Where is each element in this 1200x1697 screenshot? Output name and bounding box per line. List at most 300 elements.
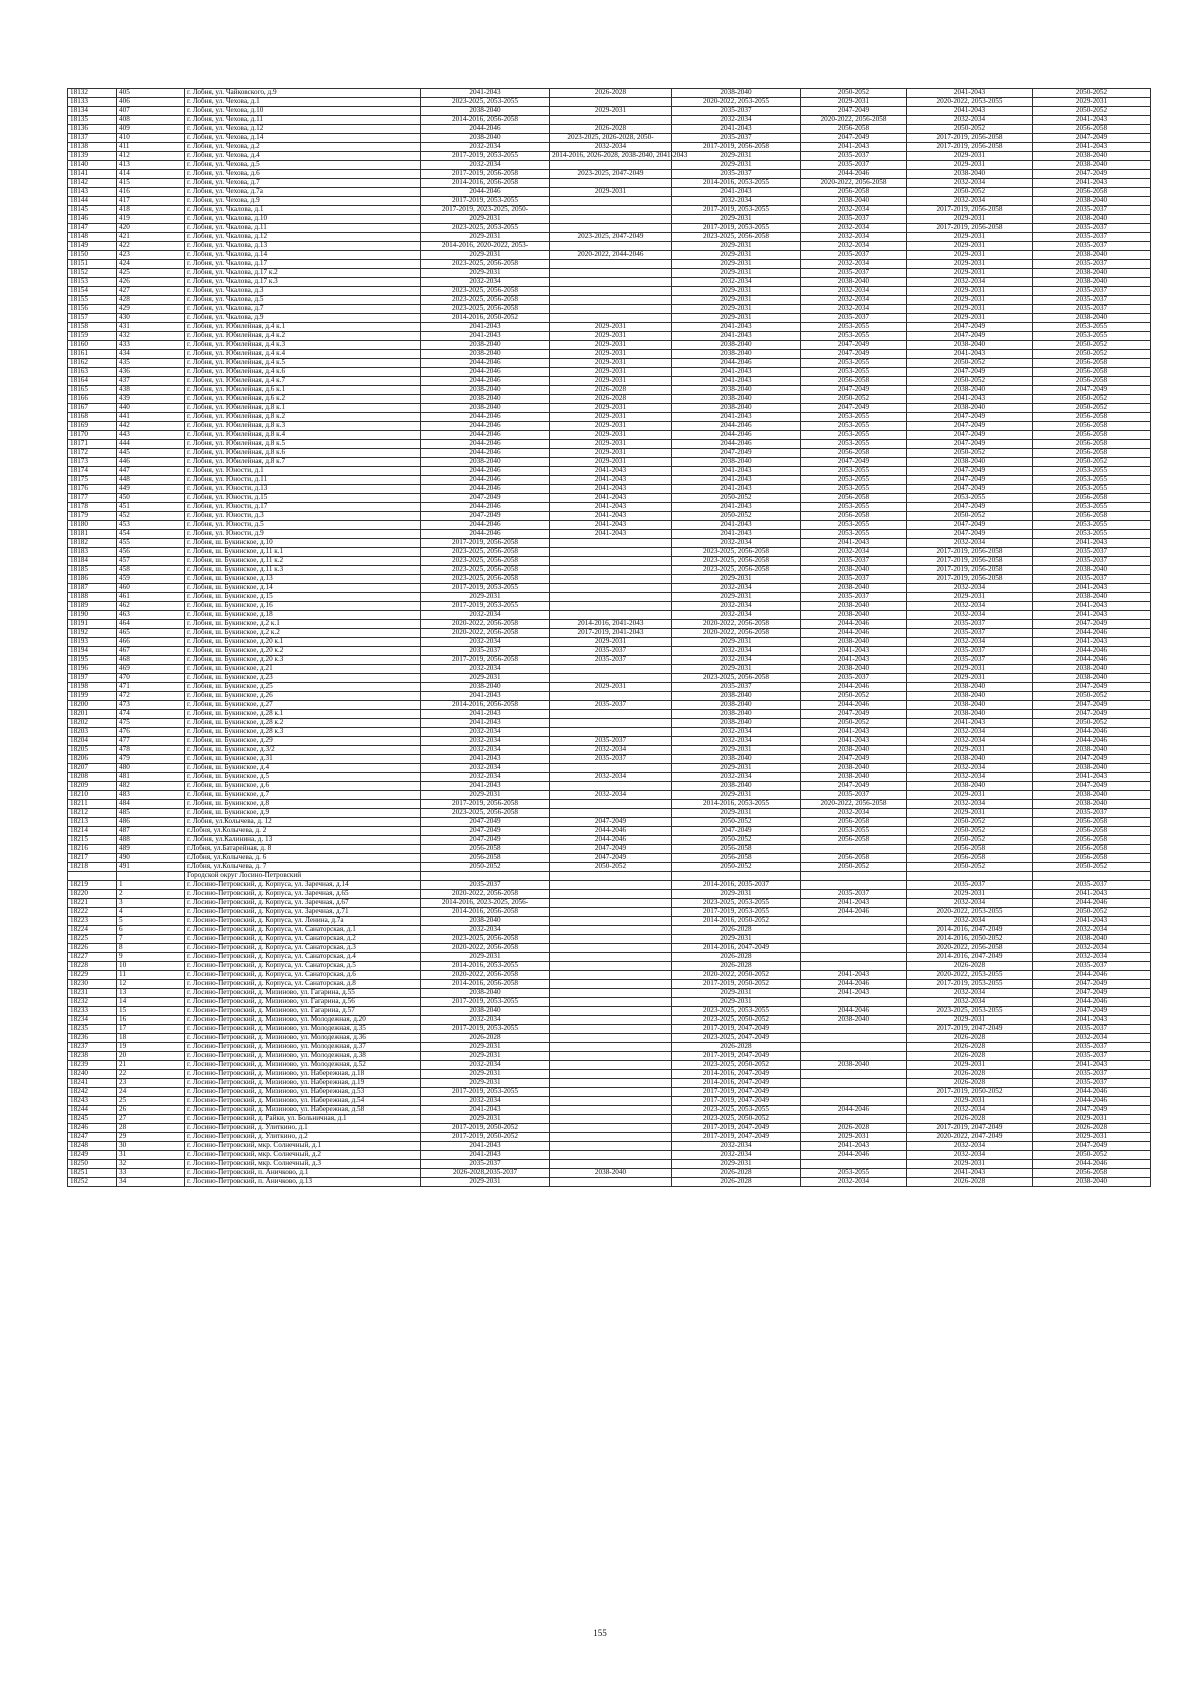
table-cell: 2041-2043 [550,494,672,503]
table-cell: 2029-2031 [1033,98,1151,107]
table-cell: 2014-2016, 2026-2028, 2038-2040, 2041-2043 [550,152,672,161]
table-cell: 2047-2049 [907,431,1033,440]
table-cell [550,1133,672,1142]
table-cell: г. Лобня, ул. Юности, д.3 [185,512,421,521]
table-cell: 2026-2028 [907,1079,1033,1088]
table-cell: 2038-2040 [1033,566,1151,575]
table-cell: 2029-2031 [550,431,672,440]
table-cell: 2017-2019, 2023-2025, 2050- [421,206,550,215]
table-cell: 2056-2058 [1033,494,1151,503]
table-cell: 18141 [68,170,117,179]
table-cell: 2038-2040 [1033,278,1151,287]
table-cell: 2041-2043 [672,332,801,341]
table-cell: 18198 [68,683,117,692]
table-cell: 2017-2019, 2047-2049 [672,1133,801,1142]
table-row [68,530,1151,539]
table-row [68,620,1151,629]
table-cell: 2038-2040 [421,395,550,404]
table-cell: 2038-2040 [801,584,907,593]
table-cell: 2035-2037 [550,656,672,665]
table-cell: 2029-2031 [672,1160,801,1169]
table-cell: 2053-2055 [801,485,907,494]
table-cell: 2041-2043 [421,755,550,764]
table-row [68,188,1151,197]
table-cell: 2032-2034 [672,611,801,620]
table-cell: 2020-2022, 2053-2055 [672,98,801,107]
table-cell: 2029-2031 [672,260,801,269]
table-cell: 2035-2037 [801,269,907,278]
table-cell: 462 [117,602,185,611]
table-cell: 18196 [68,665,117,674]
table-cell: 18183 [68,548,117,557]
table-cell: 2032-2034 [421,926,550,935]
table-cell: 2017-2019, 2053-2055 [672,224,801,233]
table-cell: 2029-2031 [672,764,801,773]
table-cell: 2041-2043 [672,323,801,332]
table-row [68,728,1151,737]
table-cell: г. Лобня, ул. Юности, д.15 [185,494,421,503]
table-row [68,791,1151,800]
table-cell: 18232 [68,998,117,1007]
table-cell: г. Лосино-Петровский, д. Мизиново, ул. Набережная, д.18 [185,1070,421,1079]
table-cell: 2035-2037 [550,737,672,746]
table-cell: 2017-2019, 2050-2052 [907,1088,1033,1097]
table-cell: 2038-2040 [421,458,550,467]
table-cell: 2053-2055 [801,530,907,539]
table-cell: 2050-2052 [672,818,801,827]
table-cell: 2050-2052 [801,89,907,98]
table-cell: г. Лобня, ул. Чкалова, д.7 [185,305,421,314]
table-cell: 439 [117,395,185,404]
table-cell: 18236 [68,1034,117,1043]
table-cell: 2044-2046 [1033,1160,1151,1169]
table-cell: 2032-2034 [421,278,550,287]
table-row [68,773,1151,782]
table-cell: 2032-2034 [672,1151,801,1160]
table-cell: 2038-2040 [907,458,1033,467]
table-row [68,269,1151,278]
table-cell: 2056-2058 [801,512,907,521]
table-cell: 18153 [68,278,117,287]
table-row [68,161,1151,170]
table-cell: 441 [117,413,185,422]
table-cell: 2056-2058 [1033,845,1151,854]
table-cell: 18230 [68,980,117,989]
table-cell: 18216 [68,845,117,854]
table-cell: 2026-2028 [907,1070,1033,1079]
table-cell: г. Лобня, ш. Букинское, д.21 [185,665,421,674]
table-cell: 2026-2028 [672,926,801,935]
table-cell: 433 [117,341,185,350]
table-cell: 2056-2058 [801,188,907,197]
table-cell [801,962,907,971]
table-cell: г. Лобня, ш. Букинское, д.18 [185,611,421,620]
table-cell: 2023-2025, 2050-2052 [672,1061,801,1070]
table-cell: 2038-2040 [672,782,801,791]
table-cell: 2038-2040 [550,1169,672,1178]
table-cell: 2035-2037 [907,647,1033,656]
table-cell: г. Лобня, ул. Юности, д.1 [185,467,421,476]
table-cell: 2017-2019, 2047-2049 [672,1052,801,1061]
table-cell: 2056-2058 [801,125,907,134]
table-cell: 28 [117,1124,185,1133]
table-cell: 2020-2022, 2053-2055 [907,98,1033,107]
table-cell: г. Лобня, ул. Чехова, д.4 [185,152,421,161]
table-cell: 464 [117,620,185,629]
table-cell: 18252 [68,1178,117,1187]
table-cell: 2041-2043 [421,782,550,791]
table-cell: 2047-2049 [1033,620,1151,629]
table-cell: 432 [117,332,185,341]
table-cell: 2026-2028 [907,1034,1033,1043]
table-cell: 2026-2028 [550,386,672,395]
table-cell: 2032-2034 [550,746,672,755]
table-cell: г. Лобня, ул. Чехова, д.12 [185,125,421,134]
table-cell: 2038-2040 [672,386,801,395]
table-row [68,215,1151,224]
table-cell: 2038-2040 [672,89,801,98]
table-cell: 22 [117,1070,185,1079]
table-row [68,971,1151,980]
table-row [68,476,1151,485]
table-cell: 2047-2049 [907,476,1033,485]
table-cell: 459 [117,575,185,584]
table-cell: 18133 [68,98,117,107]
table-cell: 18241 [68,1079,117,1088]
table-cell: 18221 [68,899,117,908]
table-cell: 2032-2034 [421,1097,550,1106]
table-cell: 2017-2019, 2047-2049 [672,1124,801,1133]
table-cell: 2038-2040 [801,1016,907,1025]
table-cell: 2047-2049 [1033,989,1151,998]
table-cell: 2038-2040 [421,989,550,998]
table-cell: 2032-2034 [907,773,1033,782]
table-cell: 481 [117,773,185,782]
table-cell: 18250 [68,1160,117,1169]
table-cell: 2029-2031 [672,242,801,251]
table-row [68,575,1151,584]
table-cell: 2038-2040 [672,755,801,764]
table-cell [550,1142,672,1151]
table-cell: 18188 [68,593,117,602]
table-cell [550,890,672,899]
table-cell: 2032-2034 [801,1178,907,1187]
table-cell: 2041-2043 [550,512,672,521]
table-row [68,1160,1151,1169]
table-cell: 2056-2058 [907,845,1033,854]
table-cell: 2038-2040 [1033,269,1151,278]
table-cell: 18168 [68,413,117,422]
table-row [68,377,1151,386]
table-cell: г. Лобня, ул. Чкалова, д.5 [185,296,421,305]
table-cell: 2053-2055 [1033,485,1151,494]
table-cell: 2041-2043 [672,368,801,377]
table-cell: г. Лобня, ул. Юбилейная, д.8 к.6 [185,449,421,458]
table-cell: 424 [117,260,185,269]
table-row [68,422,1151,431]
table-row [68,755,1151,764]
table-cell: 2041-2043 [1033,638,1151,647]
table-cell: 2044-2046 [801,1106,907,1115]
table-cell: 2029-2031 [421,1178,550,1187]
table-cell: 2035-2037 [1033,260,1151,269]
table-cell: г. Лосино-Петровский, п. Аничково, д.13 [185,1178,421,1187]
table-cell: 2038-2040 [907,782,1033,791]
table-cell: 2041-2043 [672,521,801,530]
table-cell: 2053-2055 [801,521,907,530]
table-row [68,197,1151,206]
table-cell: 2038-2040 [1033,314,1151,323]
table-cell: г. Лобня, ш. Букинское, д.15 [185,593,421,602]
table-cell: 2056-2058 [801,836,907,845]
table-row [68,251,1151,260]
table-cell: 15 [117,1007,185,1016]
table-cell: 2029-2031 [421,1052,550,1061]
table-row [68,1061,1151,1070]
table-cell: 2029-2031 [421,233,550,242]
table-cell: 2026-2028 [907,1052,1033,1061]
table-cell [550,215,672,224]
table-cell: 18181 [68,530,117,539]
table-cell: 18180 [68,521,117,530]
table-cell: 2029-2031 [672,161,801,170]
table-cell: 18167 [68,404,117,413]
table-cell: 451 [117,503,185,512]
table-cell: 2014-2016, 2047-2049 [672,1070,801,1079]
table-cell: 2041-2043 [1033,143,1151,152]
table-cell: г. Лобня, ш. Букинское, д.14 [185,584,421,593]
table-cell: 18164 [68,377,117,386]
table-cell: 2029-2031 [421,251,550,260]
table-cell: г. Лосино-Петровский, д. Корпуса, ул. Санаторская, д.5 [185,962,421,971]
table-cell: 406 [117,98,185,107]
table-row [68,1025,1151,1034]
table-cell [550,881,672,890]
table-cell: 2029-2031 [907,161,1033,170]
table-cell: 2032-2034 [421,1016,550,1025]
table-row [68,1070,1151,1079]
table-cell: г. Лобня, ш. Букинское, д.16 [185,602,421,611]
table-cell: 2029-2031 [421,791,550,800]
table-cell: 2029-2031 [421,1070,550,1079]
table-cell: 2020-2022, 2056-2058 [421,971,550,980]
table-cell: 2050-2052 [907,818,1033,827]
table-cell: 2020-2022, 2056-2058 [801,800,907,809]
table-cell: г. Лобня, ш. Букинское, д.10 [185,539,421,548]
table-cell: 448 [117,476,185,485]
table-cell: 4 [117,908,185,917]
table-cell: 2050-2052 [672,836,801,845]
table-cell: г. Лобня, ул. Юбилейная, д.4 к.1 [185,323,421,332]
table-cell: г. Лобня, ул. Чехова, д.9 [185,197,421,206]
table-cell: 2032-2034 [801,305,907,314]
schedule-table [67,88,1151,1187]
table-cell: 2020-2022, 2056-2058 [672,620,801,629]
table-cell: 2035-2037 [801,674,907,683]
table-cell: 2038-2040 [1033,746,1151,755]
table-cell: г. Лобня, ул. Чехова, д.11 [185,116,421,125]
table-cell: 2038-2040 [907,701,1033,710]
table-cell: 2017-2019, 2056-2058 [907,224,1033,233]
table-cell [421,872,550,881]
table-cell: 2014-2016, 2056-2058 [421,908,550,917]
table-cell: 18165 [68,386,117,395]
table-cell: 412 [117,152,185,161]
table-cell: 2050-2052 [907,377,1033,386]
table-cell: 2053-2055 [801,323,907,332]
table-row [68,890,1151,899]
table-cell: 2014-2016, 2023-2025, 2056- [421,899,550,908]
table-cell: 2032-2034 [1033,926,1151,935]
table-cell: 2020-2022, 2050-2052 [672,971,801,980]
table-cell: 2032-2034 [672,116,801,125]
table-cell: 2047-2049 [1033,710,1151,719]
table-cell: 410 [117,134,185,143]
table-cell: 2014-2016, 2041-2043 [550,620,672,629]
table-cell: 6 [117,926,185,935]
table-cell [550,566,672,575]
table-cell: 2032-2034 [907,764,1033,773]
table-cell: 2029-2031 [672,287,801,296]
table-cell: 18246 [68,1124,117,1133]
table-cell: 2017-2019, 2056-2058 [907,134,1033,143]
table-row [68,638,1151,647]
table-cell: 18150 [68,251,117,260]
table-row [68,998,1151,1007]
table-row [68,944,1151,953]
table-cell [907,872,1033,881]
table-cell: 2041-2043 [801,647,907,656]
table-cell: 18137 [68,134,117,143]
table-cell: 18200 [68,701,117,710]
table-cell: 2032-2034 [421,773,550,782]
table-row [68,1052,1151,1061]
table-cell: г. Лосино-Петровский, д. Корпуса, ул. Санаторская, д.3 [185,944,421,953]
table-cell: 18244 [68,1106,117,1115]
table-cell: 2038-2040 [907,170,1033,179]
table-row [68,170,1151,179]
table-cell: 2023-2025, 2053-2055 [672,1106,801,1115]
table-cell: 2050-2052 [907,449,1033,458]
table-cell: 33 [117,1169,185,1178]
table-cell: 484 [117,800,185,809]
table-row [68,359,1151,368]
table-cell: 2029-2031 [672,215,801,224]
table-cell: 2029-2031 [672,746,801,755]
table-cell: 18217 [68,854,117,863]
table-cell [550,899,672,908]
table-cell [550,1151,672,1160]
table-cell: 2053-2055 [801,332,907,341]
table-cell: г. Лосино-Петровский, п. Аничково, д.1 [185,1169,421,1178]
table-row [68,1097,1151,1106]
table-cell: 2032-2034 [801,548,907,557]
table-cell: 2026-2028 [672,1169,801,1178]
table-cell: 2041-2043 [672,485,801,494]
table-cell: 2047-2049 [1033,782,1151,791]
table-cell: 2029-2031 [672,575,801,584]
table-cell: 5 [117,917,185,926]
table-row [68,557,1151,566]
table-cell: 2014-2016, 2053-2055 [672,800,801,809]
table-cell: 18226 [68,944,117,953]
table-cell: г. Лосино-Петровский, д. Улиткино, д.2 [185,1133,421,1142]
table-cell: 2032-2034 [907,800,1033,809]
table-row [68,368,1151,377]
table-cell: г. Лобня, ул. Юбилейная, д.4 к.5 [185,359,421,368]
table-cell: 2047-2049 [1033,134,1151,143]
table-cell [550,710,672,719]
table-cell: 18218 [68,863,117,872]
table-cell [550,260,672,269]
table-cell: 2053-2055 [1033,476,1151,485]
table-cell: 2032-2034 [421,728,550,737]
table-cell: г. Лобня, ул. Чехова, д.7 [185,179,421,188]
table-cell [801,944,907,953]
table-cell: 16 [117,1016,185,1025]
table-cell: 2032-2034 [907,638,1033,647]
table-cell: г. Лобня, ш. Букинское, д.25 [185,683,421,692]
table-cell: 2035-2037 [801,161,907,170]
table-cell: 2041-2043 [672,467,801,476]
table-cell: 2056-2058 [1033,449,1151,458]
table-row [68,1079,1151,1088]
table-cell: 2047-2049 [801,404,907,413]
table-row [68,692,1151,701]
table-cell: 2029-2031 [907,233,1033,242]
table-cell: 2050-2052 [421,863,550,872]
table-cell: г. Лобня, ш. Букинское, д.7 [185,791,421,800]
table-cell: 18182 [68,539,117,548]
table-cell: 2032-2034 [672,1142,801,1151]
table-cell: 2020-2022, 2056-2058 [421,629,550,638]
table-cell: 2029-2031 [907,215,1033,224]
table-cell: 18192 [68,629,117,638]
table-cell [550,1007,672,1016]
table-cell: 20 [117,1052,185,1061]
table-cell: 18202 [68,719,117,728]
table-cell: 2014-2016, 2050-2052 [421,314,550,323]
table-cell: 2032-2034 [801,260,907,269]
table-row [68,989,1151,998]
table-cell: г. Лобня, ш. Букинское, д.20 к.1 [185,638,421,647]
table-cell: г. Лобня, ш. Букинское, д.23 [185,674,421,683]
table-cell: 422 [117,242,185,251]
table-cell: 2038-2040 [907,755,1033,764]
table-cell: 2032-2034 [1033,1034,1151,1043]
table-cell: 2041-2043 [907,350,1033,359]
table-cell: 475 [117,719,185,728]
table-cell: 2032-2034 [907,737,1033,746]
table-cell: 2035-2037 [421,647,550,656]
table-cell: 2029-2031 [550,683,672,692]
table-cell: г. Лосино-Петровский, д. Мизиново, ул. Молодежная, д.36 [185,1034,421,1043]
table-cell: 460 [117,584,185,593]
table-cell: 2047-2049 [907,422,1033,431]
table-cell: 449 [117,485,185,494]
table-cell: 2044-2046 [421,503,550,512]
table-cell: 2041-2043 [672,530,801,539]
table-cell: 2050-2052 [1033,341,1151,350]
table-cell: 18197 [68,674,117,683]
table-cell: 2041-2043 [550,503,672,512]
table-cell: 2032-2034 [672,728,801,737]
table-cell: 2041-2043 [801,656,907,665]
table-cell: 18170 [68,431,117,440]
table-cell: 18184 [68,557,117,566]
table-cell: 2032-2034 [1033,953,1151,962]
table-cell: 453 [117,521,185,530]
